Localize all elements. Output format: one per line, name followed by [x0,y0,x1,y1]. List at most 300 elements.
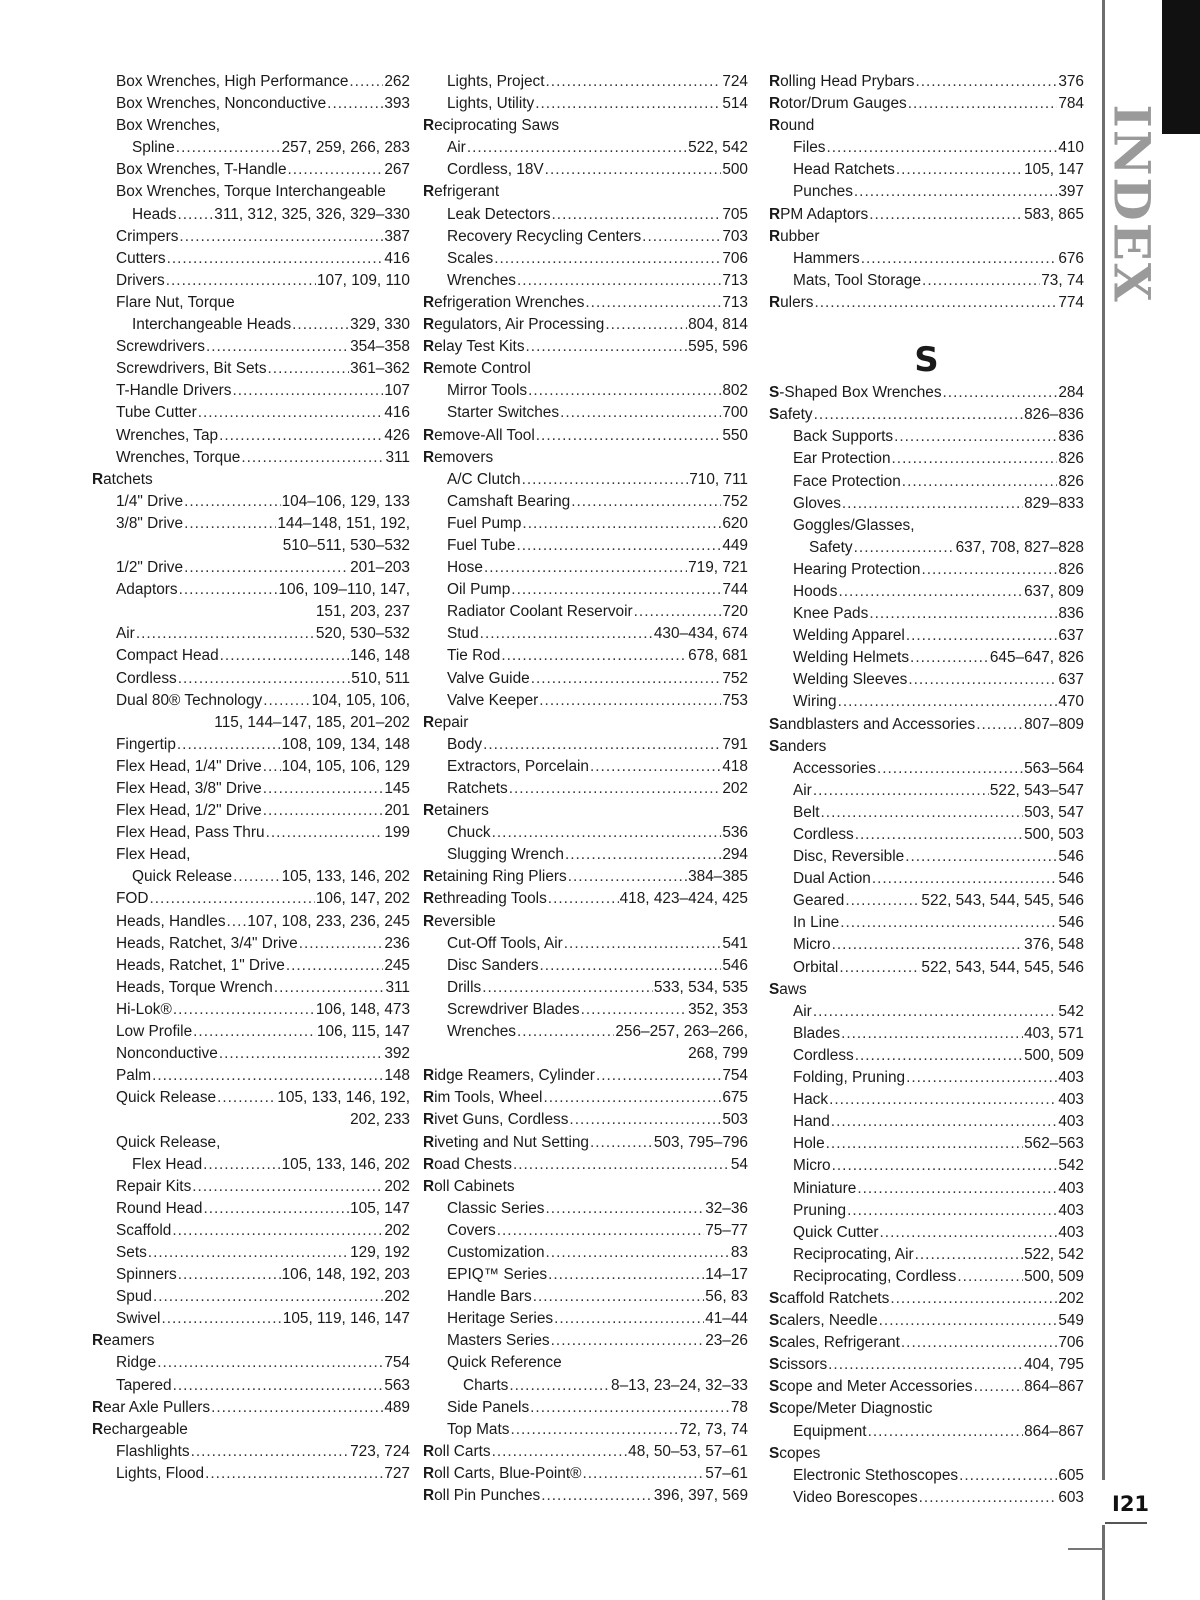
index-entry [423,336,748,358]
entry-pages: 202 [384,1288,410,1306]
entry-term: Tapered [116,1376,172,1394]
dot-leader [838,691,1058,713]
entry-initial: S [769,406,780,424]
entry-term-rest: ivet Guns, Cordless [434,1111,569,1129]
entry-pages: 546 [1058,870,1084,888]
entry-pages: 392 [384,1045,410,1063]
entry-term: Folding, Pruning [793,1069,906,1087]
section-letter: S [914,340,939,381]
dot-leader [526,336,688,358]
index-subentry [92,380,410,402]
entry-term: Quick Release [132,868,233,886]
entry-initial: R [423,183,435,201]
entry-term: Hose [447,559,483,577]
entry-pages: 510–511, 530–532 [282,536,410,554]
entry-term: Accessories [793,759,876,777]
entry-pages: 637 [1058,671,1084,689]
index-entry [423,866,748,888]
entry-pages: 774 [1058,293,1084,311]
dot-leader [510,1419,678,1441]
entry-term [769,292,813,314]
entry-pages: 713 [722,293,748,311]
entry-term: Starter Switches [447,404,560,422]
index-subentry [423,248,748,270]
entry-initial: R [769,205,781,223]
entry-term: Heritage Series [447,1310,554,1328]
entry-term: Cut-Off Tools, Air [447,934,563,952]
entry-initial: S [769,1444,780,1462]
dot-leader [847,1200,1057,1222]
dot-leader [198,402,384,424]
dot-leader [546,1242,730,1264]
entry-initial: S [769,715,780,733]
entry-term: Flex Head, [116,846,191,864]
index-subentry [92,756,410,778]
entry-term-rest: eversible [434,912,496,930]
dot-leader [263,756,281,778]
entry-term-rest: idge Reamers, Cylinder [434,1067,595,1085]
index-subentry [769,603,1084,625]
entry-pages: 449 [722,536,748,554]
entry-term-rest: atchets [103,470,153,488]
entry-initial: R [423,802,435,820]
entry-pages: 403 [1058,1223,1084,1241]
index-subentry [92,1308,410,1330]
index-subentry [92,1132,410,1154]
entry-term [92,1421,188,1438]
entry-initial: R [423,1111,435,1129]
entry-term [423,314,604,336]
index-subentry [92,645,410,667]
index-column-1 [92,71,410,1485]
index-subentry [423,690,748,712]
entry-term: Heads [132,205,177,223]
entry-initial: R [423,713,435,731]
dot-leader [854,537,955,559]
dot-leader [263,778,384,800]
index-entry [769,93,1084,115]
entry-initial: R [769,293,781,311]
dot-leader [590,1132,653,1154]
entry-pages: 403 [1058,1091,1084,1109]
entry-pages: 637, 708, 827–828 [955,538,1084,556]
dot-leader [855,824,1023,846]
entry-term: Slugging Wrench [447,846,564,864]
entry-pages: 802 [722,382,748,400]
index-subentry [423,977,748,999]
dot-leader [150,888,315,910]
entry-term [92,1332,154,1349]
entry-pages: 106, 147, 202 [315,890,410,908]
dot-leader [959,1465,1057,1487]
index-entry [769,714,1084,736]
entry-pages: 151, 203, 237 [315,603,410,621]
index-subentry [92,1375,410,1397]
entry-term: Air [116,625,135,643]
dot-leader [582,1463,704,1485]
index-subentry [92,977,410,999]
entry-term [423,1065,595,1087]
entry-term [423,714,468,731]
entry-term [423,292,584,314]
dot-leader [915,71,1057,93]
dot-leader [565,844,721,866]
index-subentry [423,1352,748,1374]
index-entry [769,382,1084,404]
entry-term: Scaffold [116,1221,172,1239]
index-subentry [769,1178,1084,1200]
entry-pages: 418 [722,757,748,775]
dot-leader [179,579,278,601]
entry-term: Nonconductive [116,1045,218,1063]
entry-pages: 396, 397, 569 [653,1487,748,1504]
entry-term: Blades [793,1024,841,1042]
entry-pages: 550 [722,426,748,444]
entry-pages: 700 [722,404,748,422]
dot-leader [902,471,1058,493]
dot-leader [821,802,1024,824]
dot-leader [832,934,1023,956]
entry-pages: 546 [722,956,748,974]
entry-pages: 105, 147 [1024,161,1084,179]
dot-leader [494,248,721,270]
entry-pages: 500 [722,161,748,179]
entry-term-rest: oll Cabinets [434,1177,515,1195]
dot-leader [492,822,722,844]
entry-initial: R [92,470,104,488]
index-subentry [92,557,410,579]
entry-term: Scales [447,249,494,267]
dot-leader [869,603,1057,625]
entry-pages: 620 [722,514,748,532]
entry-pages: 562–563 [1024,1135,1084,1153]
entry-pages: 201 [384,802,410,820]
entry-term: Wiring [793,693,837,711]
index-subentry [769,1222,1084,1244]
index-subentry [92,93,410,115]
entry-pages: 791 [722,735,748,753]
entry-initial: R [769,95,781,113]
index-subentry [92,1087,410,1109]
index-subentry [92,844,410,866]
entry-pages: 202 [722,780,748,797]
entry-pages: 678, 681 [688,647,748,665]
entry-term: Hi-Lok® [116,1000,172,1018]
entry-term: Flex Head, 1/4" Drive [116,757,262,775]
entry-term [423,117,559,134]
entry-pages: 106, 148, 473 [315,1000,410,1018]
entry-term: Reciprocating, Air [793,1245,914,1263]
entry-term: Micro [793,1157,831,1175]
index-subentry [92,1021,410,1043]
entry-term: Box Wrenches, T-Handle [116,161,287,179]
index-subentry [769,1266,1084,1288]
index-subentry [769,1155,1084,1177]
dot-leader [894,426,1057,448]
entry-pages: 826 [1058,450,1084,468]
entry-term-rest: aws [779,980,807,998]
entry-pages: 416 [384,404,410,422]
index-subentry [769,780,1084,802]
entry-pages: 503 [722,1111,748,1129]
index-entry [423,181,748,203]
dot-leader [857,1178,1057,1200]
entry-pages: 257, 259, 266, 283 [281,139,410,157]
entry-pages: 752 [722,492,748,510]
dot-leader [855,1045,1023,1067]
dot-leader [922,270,1040,292]
entry-term: Mats, Tool Storage [793,271,922,289]
dot-leader [826,1133,1023,1155]
entry-term: Face Protection [793,472,901,490]
dot-leader [868,1421,1023,1443]
entry-pages: 826–836 [1024,406,1084,424]
index-subentry [92,999,410,1021]
dot-leader [901,1332,1057,1354]
entry-term [423,1154,512,1176]
entry-initial: R [92,1332,104,1350]
entry-term: Crimpers [116,227,179,245]
index-subentry [423,1264,748,1286]
entry-pages: 384–385 [688,868,748,886]
index-subentry [423,513,748,535]
index-entry [92,1419,410,1441]
dot-leader [910,647,989,669]
entry-pages: 541 [722,934,748,952]
entry-term: Flex Head, Pass Thru [116,824,265,842]
entry-pages: 418, 423–424, 425 [619,890,748,908]
entry-pages: 595, 596 [688,338,748,356]
entry-pages: 129, 192 [350,1243,410,1261]
dot-leader [176,137,281,159]
entry-term [423,1109,568,1131]
entry-initial: R [423,316,435,334]
entry-initial: R [423,1155,435,1173]
dot-leader [517,1021,614,1043]
dot-leader [193,1021,316,1043]
entry-pages: 83 [730,1243,748,1261]
dot-leader [813,780,989,802]
entry-pages: 754 [384,1354,410,1372]
index-subentry [423,601,748,623]
entry-term: Flex Head [132,1155,203,1173]
entry-term-rest: efrigeration Wrenches [434,293,585,311]
dot-leader [274,977,385,999]
dot-leader [203,1154,280,1176]
entry-term: Low Profile [116,1023,193,1041]
dot-leader [877,758,1023,780]
entry-continuation [423,1043,748,1065]
index-entry [423,888,748,910]
index-subentry [92,425,410,447]
index-subentry [92,71,410,93]
index-subentry [423,1198,748,1220]
index-subentry [92,623,410,645]
dot-leader [892,448,1058,470]
index-subentry [92,358,410,380]
entry-pages: 148 [384,1067,410,1085]
entry-pages: 56, 83 [705,1288,748,1306]
entry-pages: 510, 511 [351,669,410,687]
index-subentry [423,491,748,513]
entry-term: Hole [793,1135,825,1153]
index-subentry [769,515,1084,537]
entry-pages: 549 [1058,1312,1084,1330]
dot-leader [263,800,384,822]
index-subentry [769,493,1084,515]
index-subentry [769,846,1084,868]
entry-initial: R [423,338,435,356]
entry-pages: 807–809 [1024,715,1084,733]
entry-term-rest: emove-All Tool [434,426,535,444]
entry-term: Equipment [793,1422,867,1440]
dot-leader [915,1244,1023,1266]
entry-term: Heads, Handles [116,912,226,930]
entry-term: Wrenches [447,1023,517,1041]
entry-pages: 104, 105, 106, [311,691,410,709]
entry-initial: S [769,1312,780,1330]
entry-pages: 361–362 [350,360,410,378]
entry-term: Ear Protection [793,450,891,468]
dot-leader [327,93,383,115]
dot-leader [854,181,1057,203]
entry-term: Gloves [793,494,841,512]
entry-term: Mirror Tools [447,382,528,400]
entry-term-rest: ound [780,117,815,135]
dot-leader [569,1109,721,1131]
entry-term-rest: ethreading Tools [434,890,547,908]
dot-leader [184,513,276,535]
entry-pages: 311 [385,978,410,996]
entry-initial: R [92,1420,104,1438]
entry-pages: 108, 109, 134, 148 [281,735,410,753]
entry-pages: 106, 148, 192, 203 [281,1266,410,1284]
entry-term [423,1463,581,1485]
dot-leader [879,1310,1058,1332]
entry-term-rest: ulers [780,293,814,311]
dot-leader [268,358,350,380]
index-subentry [92,314,410,336]
entry-pages: 416 [384,249,410,267]
index-subentry [92,778,410,800]
dot-leader [288,159,384,181]
index-subentry [423,579,748,601]
index-subentry [92,159,410,181]
entry-term: Leak Detectors [447,205,551,223]
dot-leader [173,1375,384,1397]
entry-term: Spud [116,1288,152,1306]
dot-leader [192,1176,383,1198]
entry-pages: 403 [1058,1069,1084,1087]
entry-pages: 705 [722,205,748,223]
dot-leader [157,1352,383,1374]
entry-term: Micro [793,936,831,954]
index-subentry [423,778,748,800]
index-subentry [769,448,1084,470]
index-subentry [92,911,410,933]
entry-term-rest: oll Carts, Blue-Point® [434,1464,582,1482]
index-subentry [92,115,410,137]
dot-leader [957,1266,1023,1288]
dot-leader [829,1089,1057,1111]
entry-term-rest: ear Axle Pullers [103,1398,211,1416]
page-number: I21 [1112,1492,1150,1516]
spacer [769,314,1084,336]
index-subentry [769,471,1084,493]
dot-leader [908,93,1058,115]
index-entry [769,1398,1084,1420]
entry-term: Air [793,1002,812,1020]
index-subentry [769,137,1084,159]
entry-term-rest: caffold Ratchets [779,1289,890,1307]
entry-initial: R [769,227,781,245]
entry-pages: 201–203 [350,559,410,577]
dot-leader [880,1222,1058,1244]
index-subentry [423,535,748,557]
entry-pages: 430–434, 674 [653,625,748,643]
entry-pages: 262 [384,73,410,90]
dot-leader [241,447,384,469]
index-subentry [423,645,748,667]
entry-term: Valve Keeper [447,691,539,709]
index-subentry [769,581,1084,603]
entry-term: Air [793,781,812,799]
entry-pages: 605 [1058,1466,1084,1484]
entry-pages: 727 [384,1464,410,1482]
index-entry [423,1109,748,1131]
entry-term: Wrenches [447,271,517,289]
entry-pages: 256–257, 263–266, [615,1023,748,1041]
index-entry [769,1376,1084,1398]
dot-leader [152,1065,383,1087]
entry-term: Cordless [793,826,854,843]
entry-term-rest: anders [779,737,827,755]
index-subentry [769,625,1084,647]
entry-term: Back Supports [793,428,894,446]
entry-pages: 105, 133, 146, 202 [281,1155,410,1173]
entry-pages: 199 [384,824,410,842]
entry-pages: 752 [722,669,748,687]
dot-leader [516,535,721,557]
dot-leader [484,557,687,579]
dot-leader [535,93,721,115]
entry-pages: 145 [384,780,410,797]
entry-pages: 105, 133, 146, 192, [277,1089,410,1107]
dot-leader [179,226,383,248]
entry-term: Lights, Utility [447,95,535,113]
index-subentry [769,270,1084,292]
entry-term: Quick Release, [116,1133,221,1151]
entry-pages: 146, 148 [350,647,410,665]
entry-term-rest: eciprocating Saws [434,117,560,135]
dot-leader [841,1023,1023,1045]
entry-term: Quick Cutter [793,1223,879,1241]
entry-term: Quick Release [116,1089,217,1107]
entry-initial: R [423,1067,435,1085]
entry-initial: R [423,1133,435,1151]
index-subentry [92,866,410,888]
entry-initial: R [423,293,435,311]
entry-term: Cutters [116,249,166,267]
index-subentry [92,447,410,469]
dot-leader [541,1485,653,1507]
index-subentry [769,248,1084,270]
entry-pages: 23–26 [705,1332,748,1350]
entry-term-rest: etaining Ring Pliers [434,868,567,886]
entry-term: Screwdrivers, Bit Sets [116,360,267,378]
dot-leader [349,71,383,93]
entry-pages: 522, 543–547 [989,781,1084,799]
